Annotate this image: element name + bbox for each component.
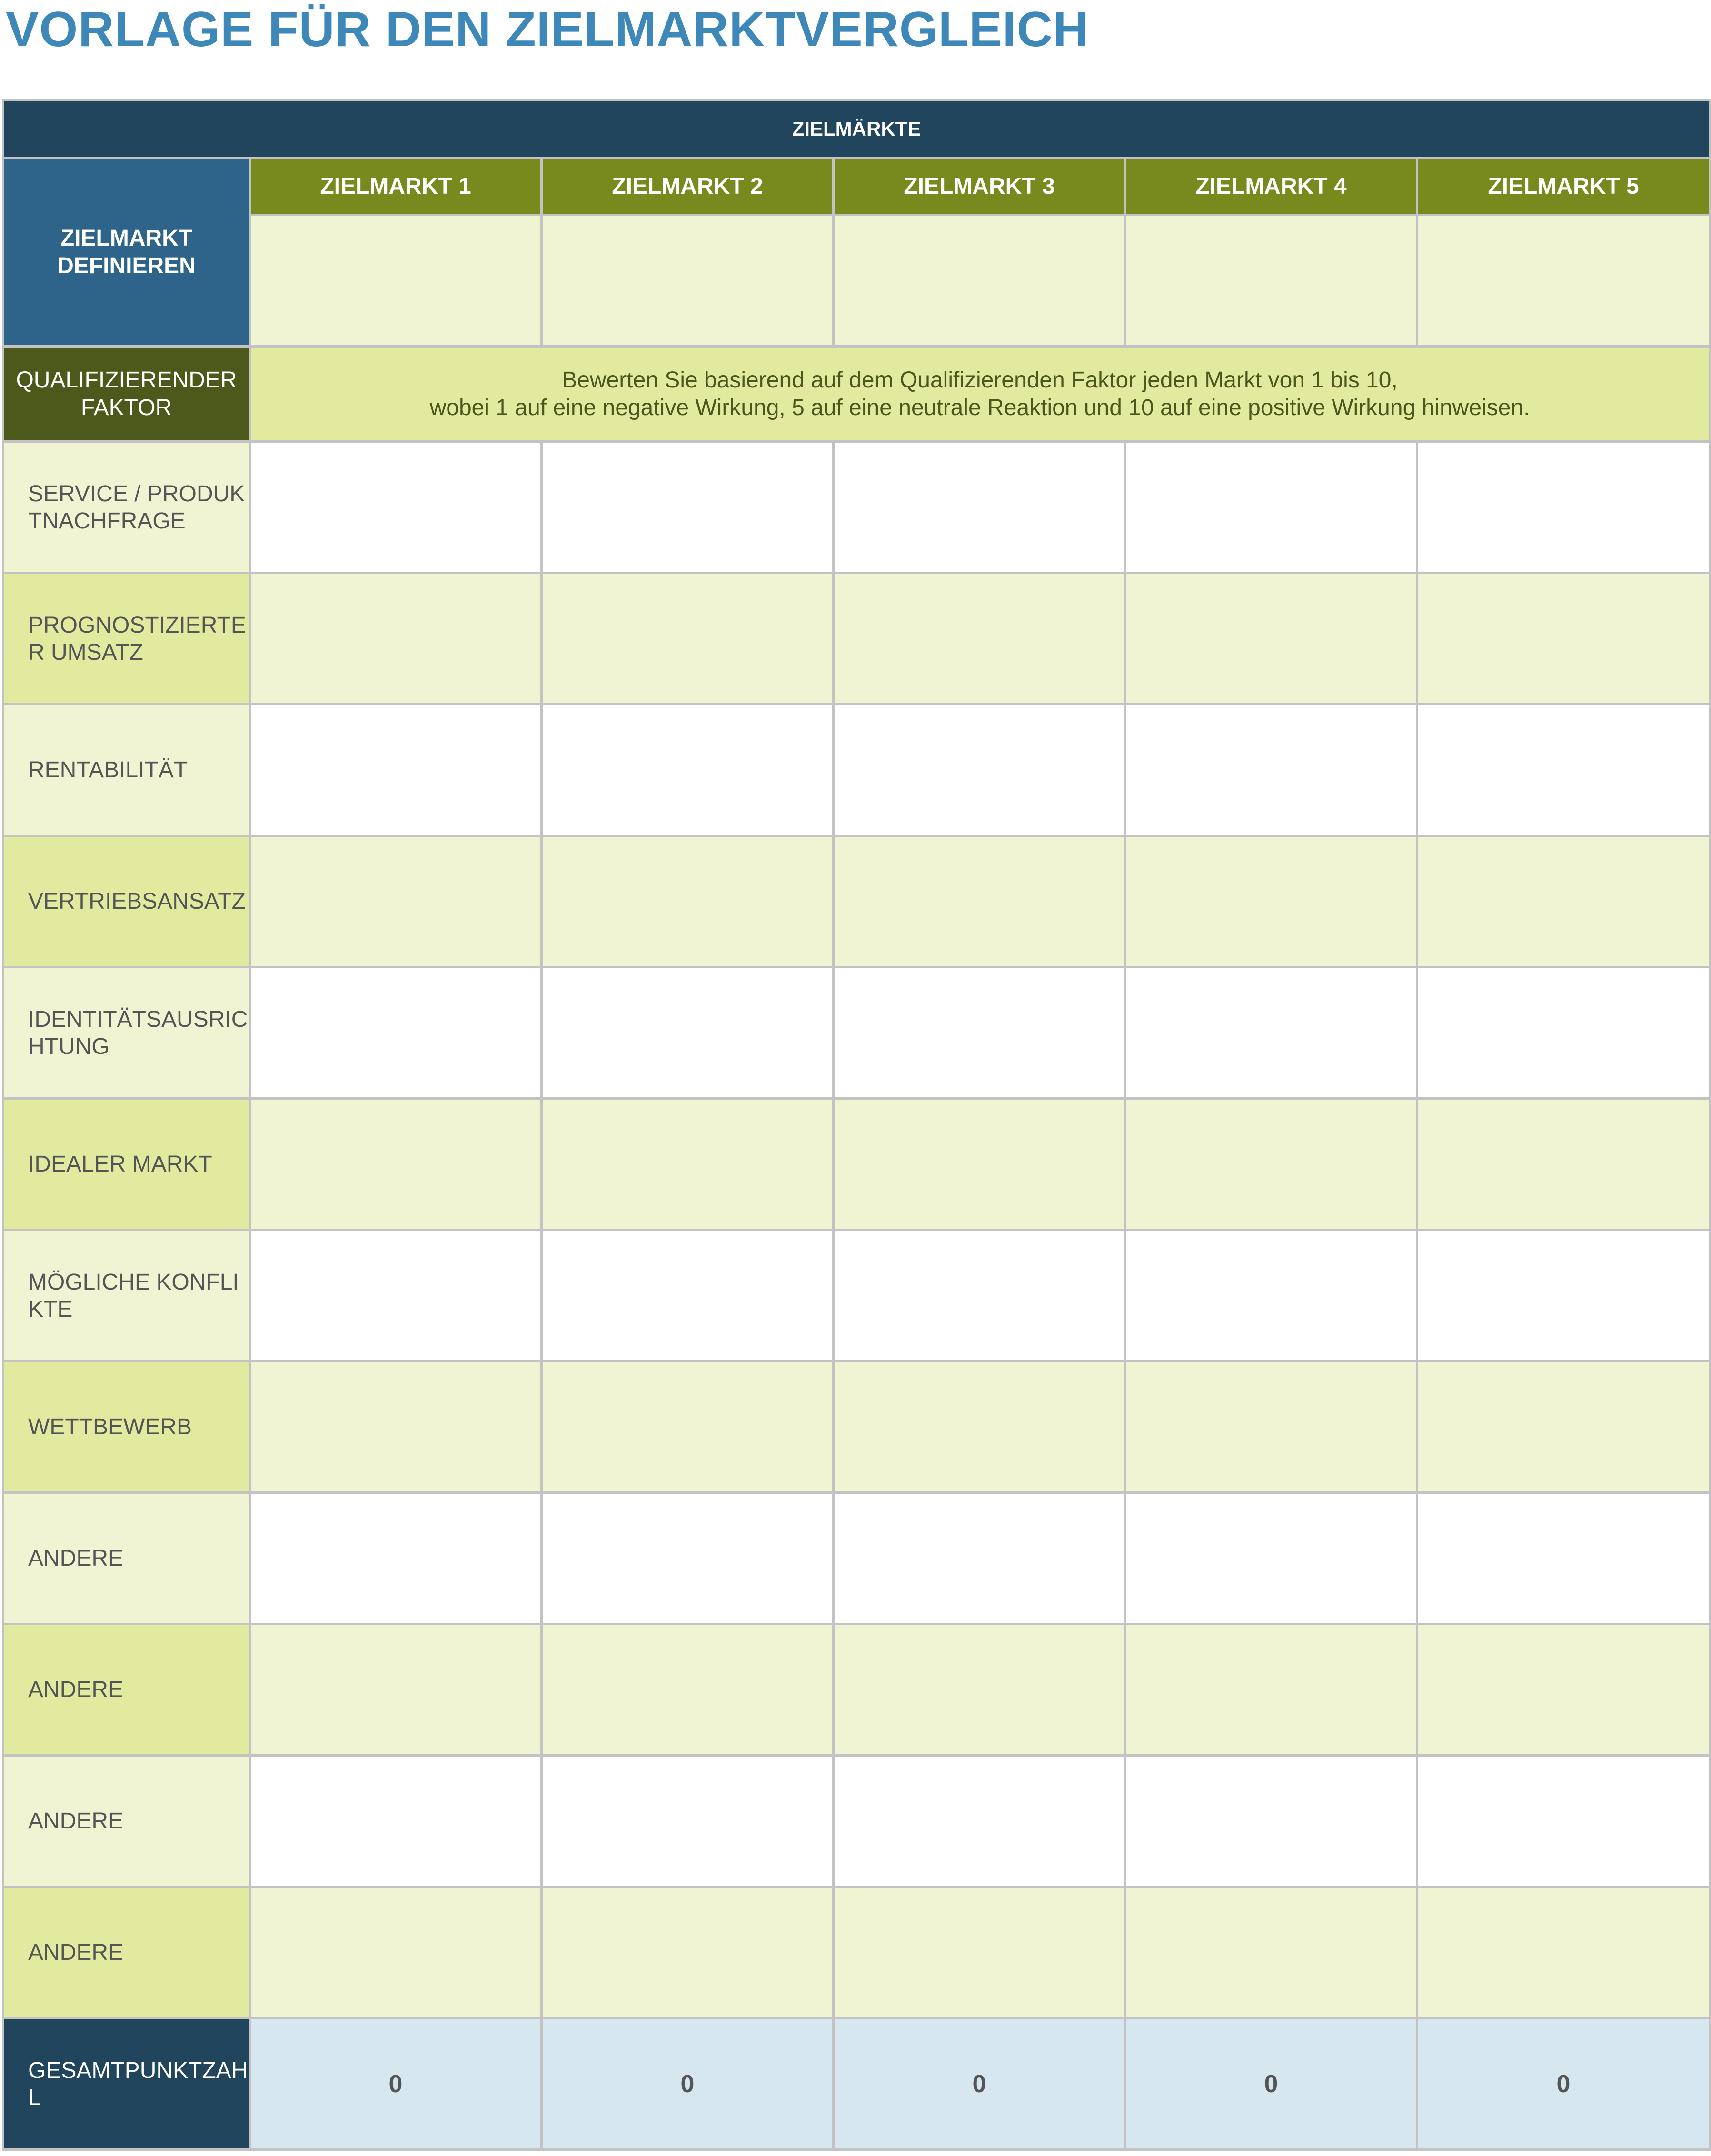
market-header-2: ZIELMARKT 2 [542, 158, 834, 215]
qualifier-instruction-line-1: Bewerten Sie basierend auf dem Qualifizierenden Faktor jeden Markt von 1 bis 10, [562, 367, 1398, 393]
score-cell-market-3[interactable] [834, 836, 1125, 967]
total-score-2: 0 [542, 2018, 834, 2150]
total-score-5: 0 [1417, 2018, 1710, 2150]
score-cell-market-2[interactable] [542, 836, 834, 967]
factor-row [3, 1756, 1710, 1887]
score-cell-market-1[interactable] [250, 1493, 542, 1624]
factor-label: IDEALER MARKT [3, 1099, 250, 1230]
score-cell-market-3[interactable] [834, 442, 1125, 573]
total-score-label: GESAMTPUNKTZAHL [3, 2018, 250, 2150]
factor-row [3, 1230, 1710, 1361]
score-cell-market-3[interactable] [834, 705, 1125, 836]
market-name-cell-5[interactable] [1417, 215, 1710, 347]
score-cell-market-5[interactable] [1417, 1099, 1710, 1230]
factor-row [3, 836, 1710, 967]
score-cell-market-5[interactable] [1417, 836, 1710, 967]
score-cell-market-5[interactable] [1417, 1756, 1710, 1887]
score-cell-market-2[interactable] [542, 1361, 834, 1493]
total-score-4: 0 [1125, 2018, 1417, 2150]
score-cell-market-5[interactable] [1417, 1361, 1710, 1493]
score-cell-market-5[interactable] [1417, 1624, 1710, 1756]
score-cell-market-5[interactable] [1417, 442, 1710, 573]
total-score-3: 0 [834, 2018, 1125, 2150]
score-cell-market-1[interactable] [250, 1230, 542, 1361]
score-cell-market-1[interactable] [250, 573, 542, 705]
page-title: VORLAGE FÜR DEN ZIELMARKTVERGLEICH [6, 2, 1089, 57]
factor-label: MÖGLICHE KONFLIKTE [3, 1230, 250, 1361]
score-cell-market-2[interactable] [542, 442, 834, 573]
factor-label: SERVICE / PRODUKTNACHFRAGE [3, 442, 250, 573]
factor-row [3, 967, 1710, 1099]
factor-row [3, 705, 1710, 836]
score-cell-market-2[interactable] [542, 1756, 834, 1887]
score-cell-market-3[interactable] [834, 1493, 1125, 1624]
factor-label: ANDERE [3, 1624, 250, 1756]
score-cell-market-5[interactable] [1417, 1493, 1710, 1624]
score-cell-market-4[interactable] [1125, 1361, 1417, 1493]
score-cell-market-3[interactable] [834, 967, 1125, 1099]
score-cell-market-2[interactable] [542, 573, 834, 705]
score-cell-market-1[interactable] [250, 836, 542, 967]
score-cell-market-1[interactable] [250, 1887, 542, 2018]
score-cell-market-1[interactable] [250, 1624, 542, 1756]
score-cell-market-4[interactable] [1125, 967, 1417, 1099]
factor-row [3, 1887, 1710, 2018]
factor-row [3, 573, 1710, 705]
score-cell-market-4[interactable] [1125, 442, 1417, 573]
factor-row [3, 1624, 1710, 1756]
score-cell-market-1[interactable] [250, 1756, 542, 1887]
score-cell-market-5[interactable] [1417, 1887, 1710, 2018]
score-cell-market-3[interactable] [834, 1230, 1125, 1361]
target-markets-band: ZIELMÄRKTE [3, 100, 1710, 158]
factor-label: VERTRIEBSANSATZ [3, 836, 250, 967]
market-header-5: ZIELMARKT 5 [1417, 158, 1710, 215]
qualifier-instruction-line-2: wobei 1 auf eine negative Wirkung, 5 auf eine neutrale Reaktion und 10 auf eine positive Wirkung hinweisen. [429, 395, 1530, 420]
score-cell-market-5[interactable] [1417, 573, 1710, 705]
factor-row [3, 1099, 1710, 1230]
factor-label: PROGNOSTIZIERTER UMSATZ [3, 573, 250, 705]
score-cell-market-2[interactable] [542, 705, 834, 836]
factor-row [3, 1493, 1710, 1624]
score-cell-market-2[interactable] [542, 1493, 834, 1624]
score-cell-market-1[interactable] [250, 1099, 542, 1230]
score-cell-market-3[interactable] [834, 573, 1125, 705]
score-cell-market-3[interactable] [834, 1756, 1125, 1887]
market-name-cell-3[interactable] [834, 215, 1125, 347]
score-cell-market-4[interactable] [1125, 1887, 1417, 2018]
score-cell-market-3[interactable] [834, 1361, 1125, 1493]
market-name-cell-1[interactable] [250, 215, 542, 347]
score-cell-market-4[interactable] [1125, 705, 1417, 836]
market-header-3: ZIELMARKT 3 [834, 158, 1125, 215]
market-name-cell-2[interactable] [542, 215, 834, 347]
define-market-label: ZIELMARKT DEFINIEREN [3, 158, 250, 347]
score-cell-market-4[interactable] [1125, 573, 1417, 705]
factor-label: ANDERE [3, 1887, 250, 2018]
total-score-1: 0 [250, 2018, 542, 2150]
score-cell-market-3[interactable] [834, 1887, 1125, 2018]
qualifying-factor-label: QUALIFIZIERENDER FAKTOR [3, 347, 250, 442]
score-cell-market-1[interactable] [250, 1361, 542, 1493]
market-name-cell-4[interactable] [1125, 215, 1417, 347]
factor-label: ANDERE [3, 1756, 250, 1887]
score-cell-market-3[interactable] [834, 1099, 1125, 1230]
factor-label: RENTABILITÄT [3, 705, 250, 836]
score-cell-market-2[interactable] [542, 1230, 834, 1361]
score-cell-market-4[interactable] [1125, 836, 1417, 967]
score-cell-market-4[interactable] [1125, 1624, 1417, 1756]
score-cell-market-4[interactable] [1125, 1756, 1417, 1887]
score-cell-market-5[interactable] [1417, 1230, 1710, 1361]
factor-label: IDENTITÄTSAUSRICHTUNG [3, 967, 250, 1099]
score-cell-market-4[interactable] [1125, 1099, 1417, 1230]
factor-row [3, 442, 1710, 573]
factor-label: WETTBEWERB [3, 1361, 250, 1493]
score-cell-market-1[interactable] [250, 442, 542, 573]
comparison-table [2, 99, 1711, 2151]
score-cell-market-2[interactable] [542, 967, 834, 1099]
qualifier-instructions [250, 347, 1710, 442]
factor-label: ANDERE [3, 1493, 250, 1624]
score-cell-market-2[interactable] [542, 1887, 834, 2018]
score-cell-market-1[interactable] [250, 967, 542, 1099]
score-cell-market-3[interactable] [834, 1624, 1125, 1756]
score-cell-market-4[interactable] [1125, 1230, 1417, 1361]
score-cell-market-1[interactable] [250, 705, 542, 836]
factor-row [3, 1361, 1710, 1493]
score-cell-market-5[interactable] [1417, 967, 1710, 1099]
score-cell-market-2[interactable] [542, 1624, 834, 1756]
score-cell-market-2[interactable] [542, 1099, 834, 1230]
market-header-1: ZIELMARKT 1 [250, 158, 542, 215]
score-cell-market-4[interactable] [1125, 1493, 1417, 1624]
market-header-4: ZIELMARKT 4 [1125, 158, 1417, 215]
score-cell-market-5[interactable] [1417, 705, 1710, 836]
